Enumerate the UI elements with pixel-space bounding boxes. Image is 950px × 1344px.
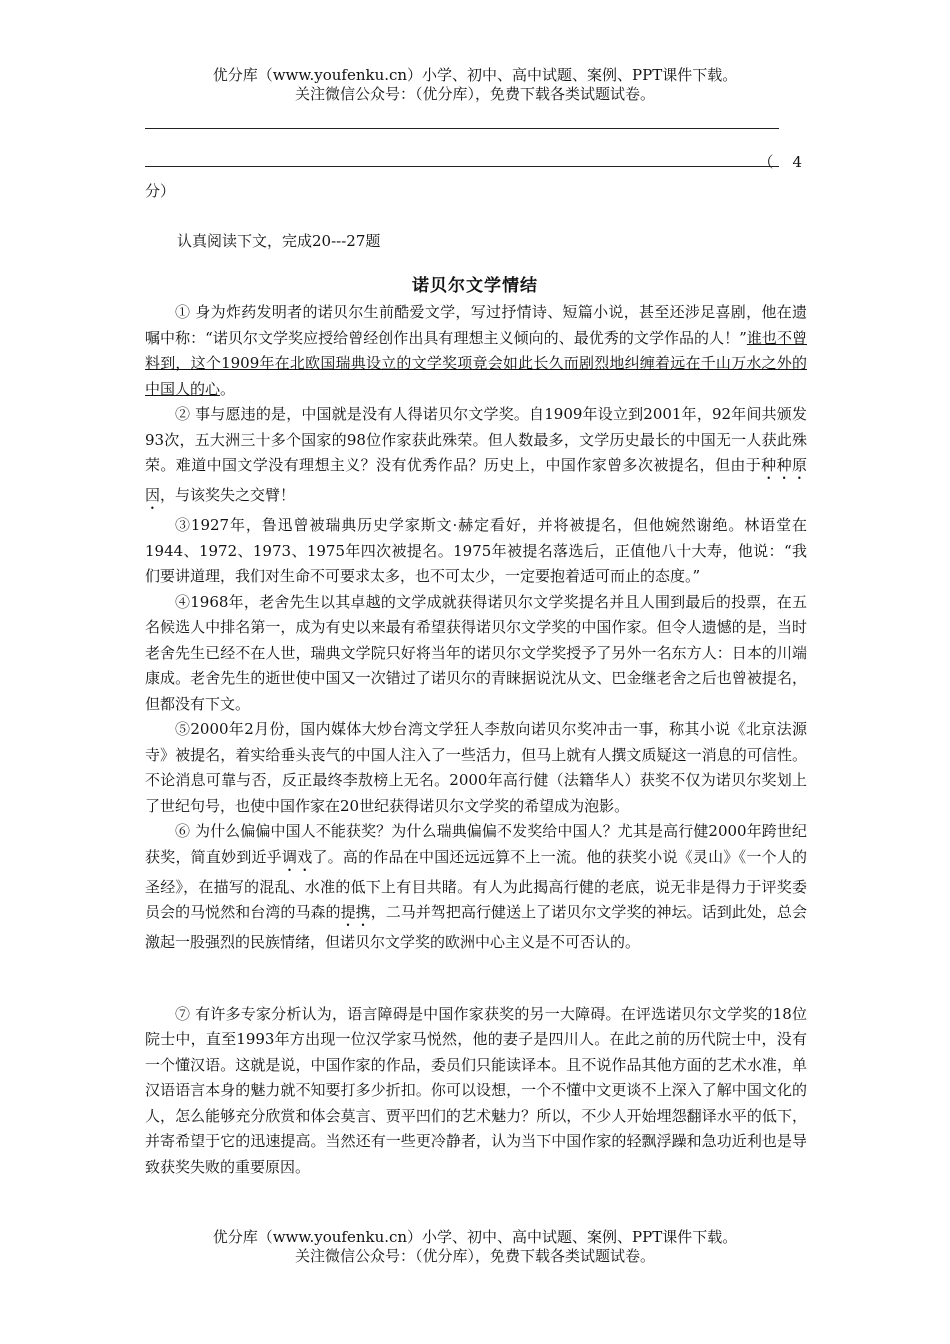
p1-underlined-sentence: 谁也不曾料到，这个1909年在北欧国瑞典设立的文学奖项竟会如此长久而剧烈地纠缠着远在千山万水之外的中国人的心 bbox=[145, 328, 807, 398]
p6-text: ⑥ 为什么偏偏中国人不能获奖？为什么瑞典偏偏不发奖给中国人？尤其是高行健2000年跨世纪获奖，简直妙到近乎 bbox=[145, 822, 807, 866]
header-line-2: 关注微信公众号：（优分库），免费下载各类试题试卷。 bbox=[294, 85, 655, 103]
footer-line-2: 关注微信公众号：（优分库），免费下载各类试题试卷。 bbox=[294, 1247, 655, 1265]
paragraph-2 bbox=[145, 402, 807, 513]
article-body bbox=[145, 300, 807, 1180]
p6-text-end: ，二马并驾把高行健送上了诺贝尔文学奖的神坛。话到此处，总会激起一股强烈的民族情绪，但诺贝尔文学奖的欧洲中心主义是不可否认的。 bbox=[145, 903, 807, 951]
answer-line-2 bbox=[145, 166, 779, 167]
paragraph-5: ⑤2000年2月份，国内媒体大炒台湾文学狂人李敖向诺贝尔奖冲击一事，称其小说《北京法源寺》被提名，着实给垂头丧气的中国人注入了一些活力，但马上就有人撰文质疑这一消息的可信性。不论消息可靠与否，反正最终李敖榜上无名。2000年高行健（法籍华人）获奖不仅为诺贝尔奖划上了世纪句号，也使中国作家在20世纪获得诺贝尔文学奖的希望成为泡影。 bbox=[145, 720, 807, 815]
page-footer bbox=[0, 1228, 950, 1266]
reading-instruction: 认真阅读下文，完成20---27题 bbox=[177, 232, 381, 250]
p6-dotted-word-1: 调戏 bbox=[281, 847, 313, 866]
score-open: （ 4 bbox=[758, 153, 802, 171]
footer-line-1: 优分库（www.youfenku.cn）小学、初中、高中试题、案例、PPT课件下载。 bbox=[212, 1228, 738, 1246]
p1-text: ① 身为炸药发明者的诺贝尔生前酷爱文学，写过抒情诗、短篇小说，甚至还涉足喜剧，他在遗嘱中称：“诺贝尔文学奖应授给曾经创作出具有理想主义倾向的、最优秀的文学作品的人！” bbox=[145, 303, 807, 347]
paragraph-1 bbox=[145, 300, 807, 402]
p2-text-end: ，与该奖失之交臂！ bbox=[160, 486, 296, 504]
article-title: 诺贝尔文学情结 bbox=[412, 276, 538, 296]
p1-end: 。 bbox=[220, 379, 236, 398]
p2-dotted-phrase: 种种原因 bbox=[145, 456, 807, 504]
paragraph-6 bbox=[145, 819, 807, 956]
page-gap bbox=[145, 956, 807, 1002]
paragraph-4: ④1968年，老舍先生以其卓越的文学成就获得诺贝尔文学奖提名并且人围到最后的投票，在五名候选人中排名第一，成为有史以来最有希望获得诺贝尔文学奖的中国作家。但令人遗憾的是，当时老舍先生已经不在人世，瑞典文学院只好将当年的诺贝尔文学奖授予了另外一名东方人：日本的川端康成。老舍先生的逝世使中国又一次错过了诺贝尔的青睐据说沈从文、巴金继老舍之后也曾被提名，但都没有下文。 bbox=[145, 592, 807, 713]
p6-text-mid: 了。高的作品在中国还远远算不上一流。他的获奖小说《灵山》《一个人的圣经》，在描写的混乱、水准的低下上有目共睹。有人为此揭高行健的老底，说无非是得力于评奖委员会的马悦然和台湾的马森的 bbox=[145, 847, 807, 921]
paragraph-7: ⑦ 有许多专家分析认为，语言障碍是中国作家获奖的另一大障碍。在评选诺贝尔文学奖的18位院士中，直至1993年方出现一位汉学家马悦然，他的妻子是四川人。在此之前的历代院士中，没有一个懂汉语。这就是说，中国作家的作品，委员们只能读译本。且不说作品其他方面的艺术水准，单汉语语言本身的魅力就不知要打多少折扣。你可以设想，一个不懂中文更谈不上深入了解中国文化的人，怎么能够充分欣赏和体会莫言、贾平凹们的艺术魅力？所以，不少人开始埋怨翻译水平的低下，并寄希望于它的迅速提高。当然还有一些更冷静者，认为当下中国作家的轻飘浮躁和急功近利也是导致获奖失败的重要原因。 bbox=[145, 1004, 807, 1176]
p6-dotted-word-2: 提携 bbox=[340, 903, 371, 921]
answer-line-1 bbox=[145, 128, 779, 129]
score-close: 分） bbox=[145, 182, 176, 200]
p2-text: ② 事与愿违的是，中国就是没有人得诺贝尔文学奖。自1909年设立到2001年，92年间共颁发93次，五大洲三十多个国家的98位作家获此殊荣。但人数最多，文学历史最长的中国无一人获此殊荣。难道中国文学没有理想主义？没有优秀作品？历史上，中国作家曾多次被提名，但由于 bbox=[145, 405, 807, 474]
page-header bbox=[0, 66, 950, 104]
paragraph-3: ③1927年，鲁迅曾被瑞典历史学家斯文·赫定看好，并将被提名，但他婉然谢绝。林语堂在1944、1972、1973、1975年四次被提名。1975年被提名落选后，正值他八十大寿，他说：“我们要讲道理，我们对生命不可要求太多，也不可太少，一定要抱着适可而止的态度。” bbox=[145, 516, 807, 585]
header-line-1: 优分库（www.youfenku.cn）小学、初中、高中试题、案例、PPT课件下载。 bbox=[212, 66, 738, 84]
